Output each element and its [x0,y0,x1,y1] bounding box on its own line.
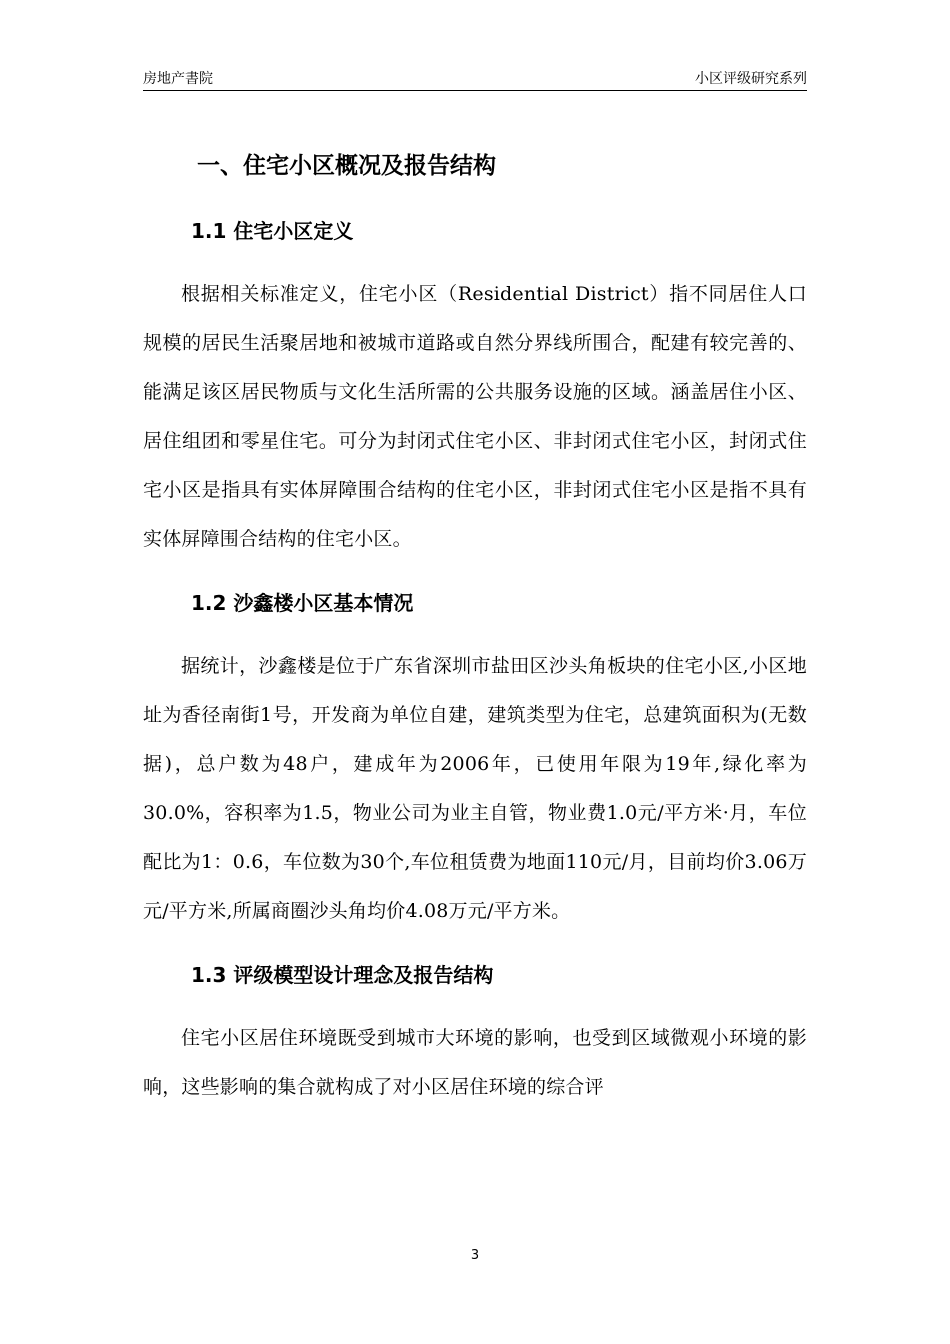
header-left-text: 房地产書院 [143,71,213,87]
section-paragraph-1-2: 据统计，沙鑫楼是位于广东省深圳市盐田区沙头角板块的住宅小区,小区地址为香径南街1号，开发商为单位自建，建筑类型为住宅，总建筑面积为(无数据)，总户数为48户，建成年为2006年，已使用年限为19年,绿化率为30.0%，容积率为1.5，物业公司为业主自管，物业费1.0元/平方米·月，车位配比为1：0.6，车位数为30个,车位租赁费为地面110元/月，目前均价3.06万元/平方米,所属商圈沙头角均价4.08万元/平方米。 [143,655,807,922]
document-body [143,138,807,1136]
section-paragraph-1-3: 住宅小区居住环境既受到城市大环境的影响，也受到区域微观小环境的影响，这些影响的集合就构成了对小区居住环境的综合评 [143,1027,807,1098]
section-paragraph-1-1: 根据相关标准定义，住宅小区（Residential District）指不同居住人口规模的居民生活聚居地和被城市道路或自然分界线所围合，配建有较完善的、能满足该区居民物质与文化生活所需的公共服务设施的区域。涵盖居住小区、居住组团和零星住宅。可分为封闭式住宅小区、非封闭式住宅小区，封闭式住宅小区是指具有实体屏障围合结构的住宅小区，非封闭式住宅小区是指不具有实体屏障围合结构的住宅小区。 [143,283,807,550]
chapter-title: 一、住宅小区概况及报告结构 [197,153,496,179]
section-heading-1-2: 1.2 沙鑫楼小区基本情况 [191,591,414,615]
page-number: 3 [470,1248,480,1263]
section-heading-1-3: 1.3 评级模型设计理念及报告结构 [191,963,494,987]
page-header [143,64,807,91]
header-right-text: 小区评级研究系列 [695,71,807,87]
section-heading-1-1: 1.1 住宅小区定义 [191,219,354,243]
